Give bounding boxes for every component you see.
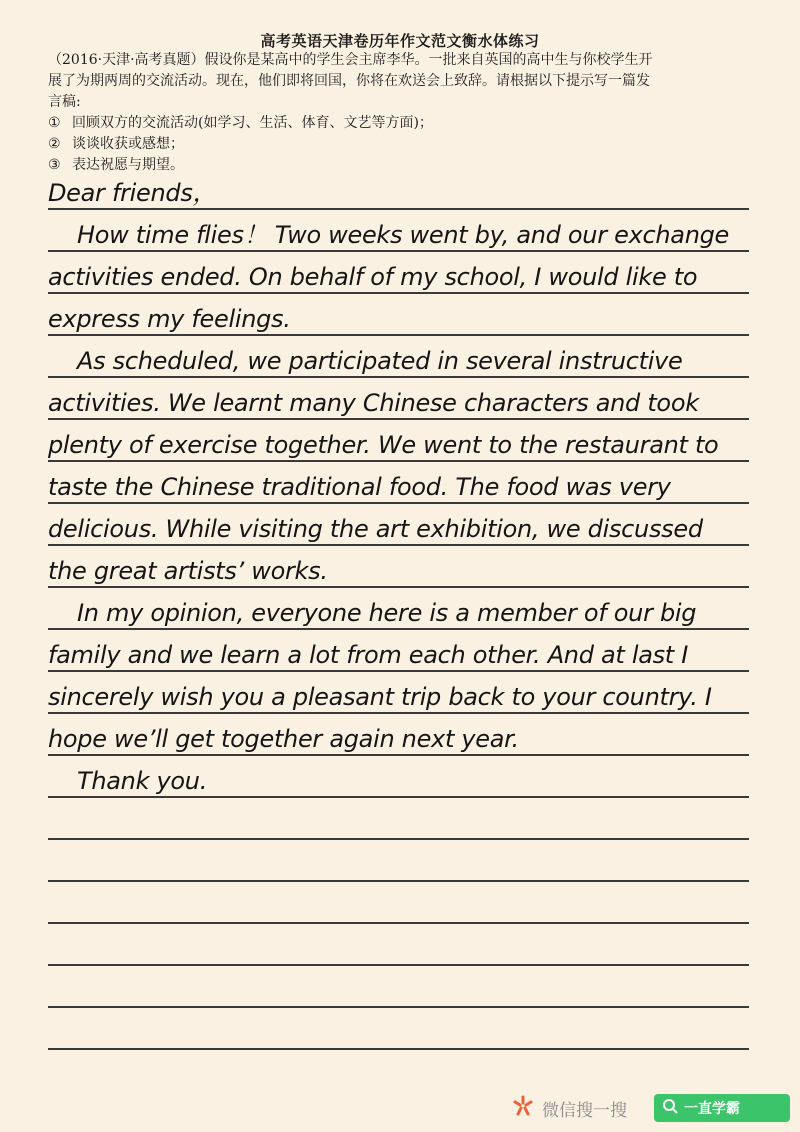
ruled-line [48,252,749,294]
search-button[interactable] [654,1094,790,1122]
writing-prompt [48,50,748,113]
ruled-line [48,588,749,630]
ruled-line [48,378,749,420]
essay-line-text: Dear friends， [48,179,217,207]
ruled-line [48,966,749,1008]
wechat-search-logo [510,1094,627,1122]
ruled-line [48,714,749,756]
ruled-line [48,924,749,966]
ruled-line [48,756,749,798]
ruled-line [48,294,749,336]
requirement-number: ② [48,136,61,152]
essay-line-text: activities ended. On behalf of my school, I would like to [48,263,698,291]
essay-line-text: the great artists’ works. [48,557,328,585]
essay-line-text: express my feelings. [48,305,291,333]
ruled-line [48,336,749,378]
ruled-line [48,210,749,252]
ruled-line [48,1008,749,1050]
requirement-text: 表达祝愿与期望。 [72,157,184,173]
essay-line-text: sincerely wish you a pleasant trip back to your country. I [48,683,712,711]
essay-line-text: As scheduled, we participated in several instructive [77,347,683,375]
prompt-line: 展了为期两周的交流活动。现在，他们即将回国，你将在欢送会上致辞。请根据以下提示写一篇发 [48,73,650,89]
requirement-number: ③ [48,157,61,173]
requirement-text: 谈谈收获或感想； [72,136,184,152]
ruled-line [48,546,749,588]
document-title: 高考英语天津卷历年作文范文衡水体练习 [260,32,540,50]
requirement-item [48,134,748,155]
ruled-line [48,504,749,546]
essay-line-text: hope we’ll get together again next year. [48,725,519,753]
search-label: 一直学霸 [684,1101,740,1117]
requirement-text: 回顾双方的交流活动(如学习、生活、体育、文艺等方面)； [72,115,433,131]
essay-line-text: plenty of exercise together. We went to the restaurant to [48,431,719,459]
ruled-line [48,630,749,672]
ruled-line [48,420,749,462]
ruled-line [48,168,749,210]
essay-line-text: In my opinion, everyone here is a member of our big [77,599,697,627]
ruled-line [48,798,749,840]
prompt-line: （2016·天津·高考真题）假设你是某高中的学生会主席李华。一批来自英国的高中生与你校学生开 [48,52,653,68]
ruled-line [48,672,749,714]
essay-line-text: Thank you. [77,767,208,795]
essay-line-text: How time flies！ Two weeks went by, and our exchange [77,221,730,249]
essay-line-text: taste the Chinese traditional food. The food was very [48,473,671,501]
ruled-line [48,462,749,504]
essay-line-text: family and we learn a lot from each other. And at last I [48,641,689,669]
brand-text: 微信搜一搜 [542,1100,627,1121]
ruled-line [48,882,749,924]
requirement-number: ① [48,115,61,131]
search-icon [662,1098,678,1118]
sparkle-icon [510,1093,536,1123]
essay-line-text: delicious. While visiting the art exhibition, we discussed [48,515,703,543]
requirement-item [48,113,748,134]
prompt-line: 言稿: [48,94,81,110]
ruled-line [48,840,749,882]
essay-line-text: activities. We learnt many Chinese characters and took [48,389,699,417]
